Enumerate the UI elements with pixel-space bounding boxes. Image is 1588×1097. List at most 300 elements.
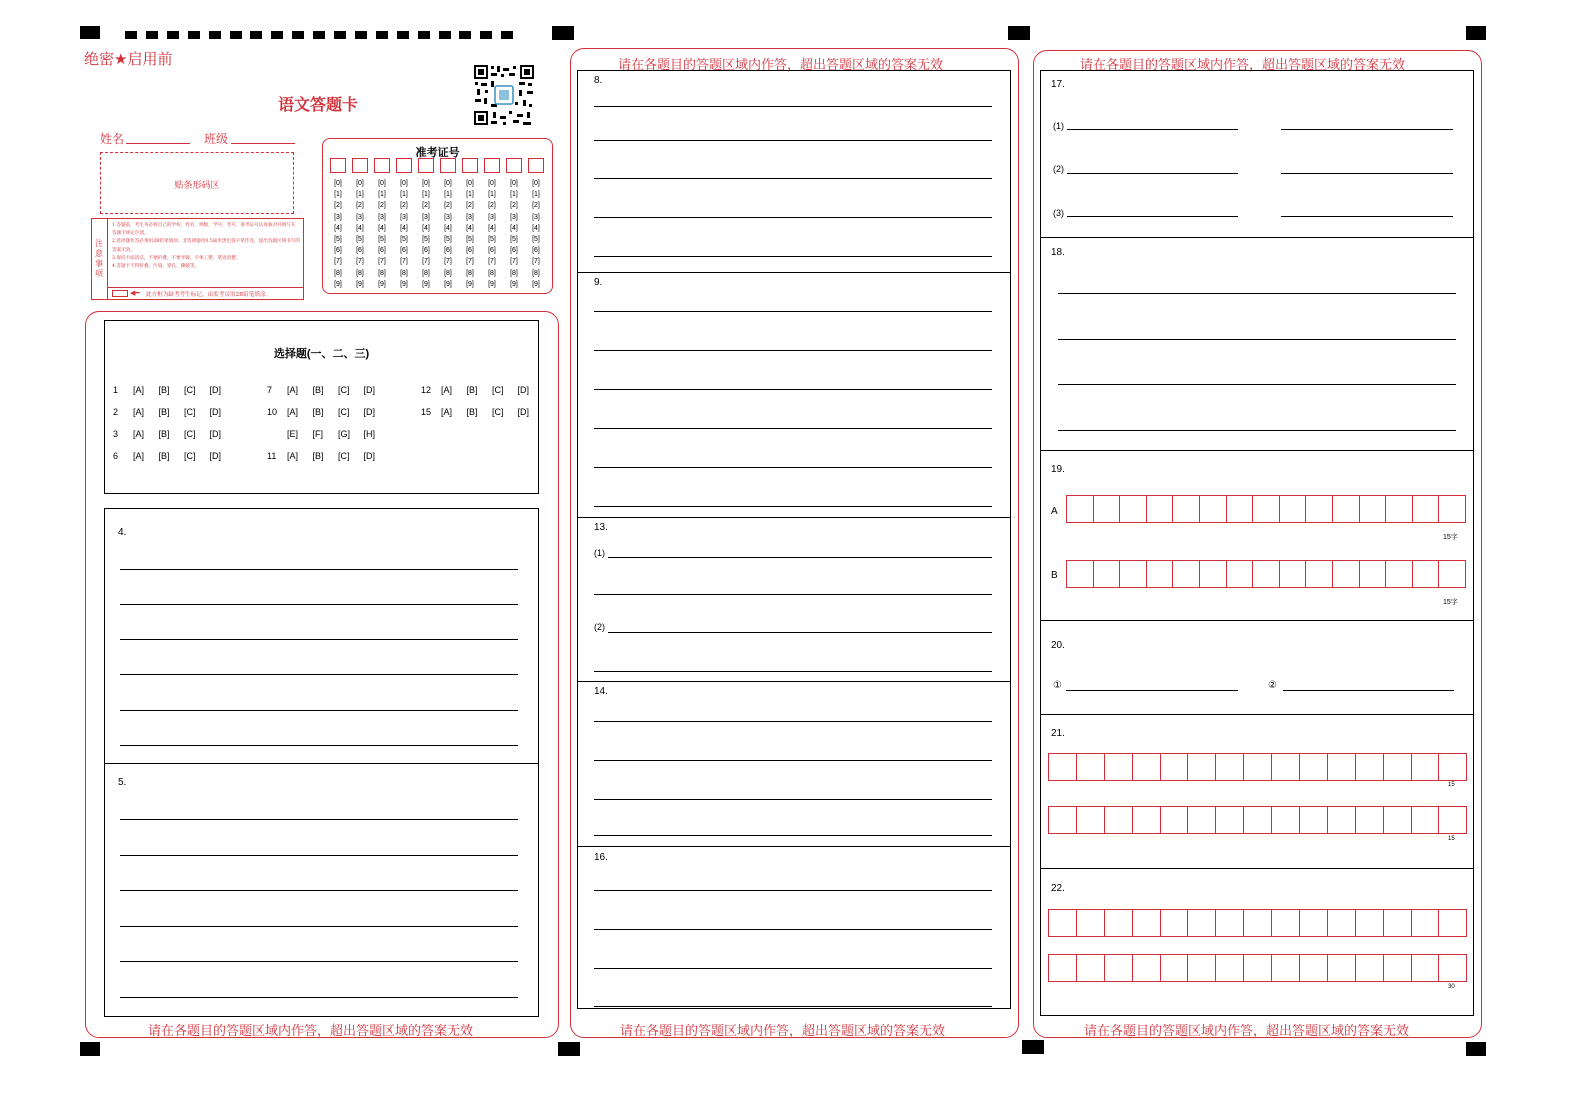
character-cell[interactable] <box>1094 495 1121 523</box>
choice-option-bubble[interactable]: [C] <box>184 407 196 417</box>
answer-line[interactable] <box>594 178 992 179</box>
choice-option-bubble[interactable]: [C] <box>184 429 196 439</box>
character-cell[interactable] <box>1412 909 1440 937</box>
digit-bubble[interactable]: [1] <box>356 191 364 199</box>
choice-option-bubble[interactable]: [D] <box>209 385 222 395</box>
character-cell[interactable] <box>1356 753 1384 781</box>
character-cell[interactable] <box>1384 954 1412 982</box>
digit-bubble[interactable]: [4] <box>532 224 540 232</box>
character-cell[interactable] <box>1360 495 1387 523</box>
character-cell[interactable] <box>1049 909 1077 937</box>
exam-id-digit-box[interactable] <box>330 158 346 173</box>
digit-bubble[interactable]: [8] <box>444 269 452 277</box>
digit-bubble[interactable]: [0] <box>422 180 430 187</box>
digit-bubble[interactable]: [4] <box>510 224 518 232</box>
digit-bubble[interactable]: [9] <box>466 280 474 288</box>
character-cell[interactable] <box>1439 495 1466 523</box>
answer-line[interactable] <box>608 557 992 558</box>
exam-id-digit-box[interactable] <box>506 158 522 173</box>
character-cell[interactable] <box>1439 806 1467 834</box>
character-cell[interactable] <box>1049 954 1077 982</box>
choice-option-bubble[interactable]: [B] <box>312 407 324 417</box>
character-cell[interactable] <box>1384 806 1412 834</box>
character-cell[interactable] <box>1333 495 1360 523</box>
choice-option-bubble[interactable]: [D] <box>517 385 530 395</box>
character-cell[interactable] <box>1133 753 1161 781</box>
digit-bubble[interactable]: [0] <box>400 180 408 187</box>
answer-line[interactable] <box>120 855 518 856</box>
digit-bubble[interactable]: [6] <box>444 247 452 255</box>
digit-bubble[interactable]: [8] <box>422 269 430 277</box>
character-cell[interactable] <box>1272 954 1300 982</box>
answer-line[interactable] <box>594 929 992 930</box>
character-cell[interactable] <box>1253 560 1280 588</box>
digit-bubble[interactable]: [2] <box>356 202 364 210</box>
choice-option-bubble[interactable]: [C] <box>338 385 350 395</box>
digit-bubble[interactable]: [6] <box>422 247 430 255</box>
character-cell[interactable] <box>1077 806 1105 834</box>
digit-bubble[interactable]: [5] <box>400 236 408 244</box>
digit-bubble[interactable]: [8] <box>488 269 496 277</box>
character-cell[interactable] <box>1244 806 1272 834</box>
choice-option-bubble[interactable]: [A] <box>287 385 299 395</box>
character-cell[interactable] <box>1356 806 1384 834</box>
character-cell[interactable] <box>1105 909 1133 937</box>
character-cell[interactable] <box>1077 753 1105 781</box>
answer-line[interactable] <box>594 721 992 722</box>
character-cell[interactable] <box>1306 560 1333 588</box>
character-cell[interactable] <box>1244 909 1272 937</box>
choice-option-bubble[interactable]: [D] <box>209 429 222 439</box>
choice-option-bubble[interactable]: [C] <box>338 407 350 417</box>
digit-bubble[interactable]: [0] <box>444 180 452 187</box>
digit-bubble[interactable]: [5] <box>444 236 452 244</box>
exam-id-digit-box[interactable] <box>440 158 456 173</box>
character-cell[interactable] <box>1105 753 1133 781</box>
exam-id-digit-box[interactable] <box>462 158 478 173</box>
character-cell[interactable] <box>1333 560 1360 588</box>
digit-bubble[interactable]: [4] <box>356 224 364 232</box>
digit-bubble[interactable]: [9] <box>510 280 518 288</box>
digit-bubble[interactable]: [9] <box>422 280 430 288</box>
answer-line[interactable] <box>594 389 992 390</box>
answer-line[interactable] <box>594 350 992 351</box>
digit-bubble[interactable]: [8] <box>400 269 408 277</box>
answer-line[interactable] <box>120 710 518 711</box>
exam-id-digit-box[interactable] <box>396 158 412 173</box>
character-cell[interactable] <box>1227 560 1254 588</box>
digit-bubble[interactable]: [3] <box>378 213 386 221</box>
choice-option-bubble[interactable]: [B] <box>158 451 170 461</box>
character-cell[interactable] <box>1412 753 1440 781</box>
exam-id-digit-column[interactable] <box>438 178 458 290</box>
digit-bubble[interactable]: [9] <box>334 280 342 288</box>
digit-bubble[interactable]: [0] <box>488 180 496 187</box>
digit-bubble[interactable]: [2] <box>400 202 408 210</box>
character-cell[interactable] <box>1300 909 1328 937</box>
digit-bubble[interactable]: [5] <box>466 236 474 244</box>
choice-option-bubble[interactable]: [D] <box>363 451 376 461</box>
digit-bubble[interactable]: [4] <box>422 224 430 232</box>
digit-bubble[interactable]: [0] <box>532 180 540 187</box>
digit-bubble[interactable]: [5] <box>422 236 430 244</box>
digit-bubble[interactable]: [3] <box>422 213 430 221</box>
character-grid-row[interactable] <box>1048 909 1467 937</box>
answer-line[interactable] <box>120 926 518 927</box>
character-cell[interactable] <box>1161 954 1189 982</box>
character-cell[interactable] <box>1384 753 1412 781</box>
answer-line[interactable] <box>594 256 992 257</box>
answer-line[interactable] <box>594 890 992 891</box>
choice-option-bubble[interactable]: [D] <box>363 385 376 395</box>
answer-line[interactable] <box>1058 430 1456 431</box>
choice-option-bubble[interactable]: [A] <box>441 385 453 395</box>
choice-option-bubble[interactable]: [D] <box>363 407 376 417</box>
choice-option-bubble[interactable]: [C] <box>492 385 504 395</box>
exam-id-digit-column[interactable] <box>372 178 392 290</box>
digit-bubble[interactable]: [0] <box>510 180 518 187</box>
character-cell[interactable] <box>1413 560 1440 588</box>
exam-id-digit-column[interactable] <box>394 178 414 290</box>
digit-bubble[interactable]: [7] <box>356 258 364 266</box>
choice-option-bubble[interactable]: [C] <box>184 385 196 395</box>
character-cell[interactable] <box>1200 495 1227 523</box>
choice-option-bubble[interactable]: [C] <box>184 451 196 461</box>
character-grid-row[interactable] <box>1066 560 1466 588</box>
answer-line[interactable] <box>120 604 518 605</box>
exam-id-digit-column[interactable] <box>460 178 480 290</box>
character-cell[interactable] <box>1133 806 1161 834</box>
answer-line[interactable] <box>1066 690 1238 691</box>
character-cell[interactable] <box>1216 806 1244 834</box>
character-cell[interactable] <box>1272 806 1300 834</box>
character-cell[interactable] <box>1120 560 1147 588</box>
answer-line[interactable] <box>594 760 992 761</box>
answer-line[interactable] <box>594 968 992 969</box>
answer-line[interactable] <box>594 428 992 429</box>
character-cell[interactable] <box>1272 753 1300 781</box>
character-cell[interactable] <box>1300 806 1328 834</box>
character-cell[interactable] <box>1412 954 1440 982</box>
exam-id-digit-box[interactable] <box>352 158 368 173</box>
character-cell[interactable] <box>1188 909 1216 937</box>
exam-id-digit-box[interactable] <box>528 158 544 173</box>
digit-bubble[interactable]: [7] <box>334 258 342 266</box>
digit-bubble[interactable]: [7] <box>466 258 474 266</box>
character-cell[interactable] <box>1077 909 1105 937</box>
digit-bubble[interactable]: [9] <box>532 280 540 288</box>
character-cell[interactable] <box>1049 806 1077 834</box>
character-grid-row[interactable] <box>1048 806 1467 834</box>
choice-option-bubble[interactable]: [B] <box>466 385 478 395</box>
digit-bubble[interactable]: [1] <box>378 191 386 199</box>
exam-id-digit-box[interactable] <box>374 158 390 173</box>
digit-bubble[interactable]: [7] <box>510 258 518 266</box>
digit-bubble[interactable]: [0] <box>334 180 342 187</box>
character-cell[interactable] <box>1439 954 1467 982</box>
digit-bubble[interactable]: [5] <box>378 236 386 244</box>
digit-bubble[interactable]: [2] <box>444 202 452 210</box>
character-cell[interactable] <box>1356 954 1384 982</box>
choice-option-bubble[interactable]: [A] <box>133 429 145 439</box>
character-cell[interactable] <box>1173 560 1200 588</box>
choice-option-bubble[interactable]: [D] <box>517 407 530 417</box>
digit-bubble[interactable]: [7] <box>488 258 496 266</box>
choice-option-bubble[interactable]: [F] <box>312 429 323 439</box>
choice-option-bubble[interactable]: [B] <box>158 407 170 417</box>
character-cell[interactable] <box>1173 495 1200 523</box>
exam-id-digit-column[interactable] <box>526 178 546 290</box>
character-cell[interactable] <box>1077 954 1105 982</box>
digit-bubble[interactable]: [3] <box>532 213 540 221</box>
answer-line[interactable] <box>120 961 518 962</box>
digit-bubble[interactable]: [8] <box>466 269 474 277</box>
character-cell[interactable] <box>1244 753 1272 781</box>
character-cell[interactable] <box>1280 560 1307 588</box>
answer-line[interactable] <box>1067 173 1238 174</box>
choice-option-bubble[interactable]: [A] <box>133 407 145 417</box>
character-grid-row[interactable] <box>1048 954 1467 982</box>
digit-bubble[interactable]: [5] <box>510 236 518 244</box>
digit-bubble[interactable]: [6] <box>334 247 342 255</box>
answer-line[interactable] <box>1283 690 1454 691</box>
answer-line[interactable] <box>120 674 518 675</box>
digit-bubble[interactable]: [8] <box>532 269 540 277</box>
name-field[interactable] <box>126 143 190 144</box>
digit-bubble[interactable]: [3] <box>400 213 408 221</box>
digit-bubble[interactable]: [1] <box>334 191 342 199</box>
digit-bubble[interactable]: [9] <box>356 280 364 288</box>
digit-bubble[interactable]: [7] <box>532 258 540 266</box>
character-cell[interactable] <box>1120 495 1147 523</box>
digit-bubble[interactable]: [7] <box>422 258 430 266</box>
digit-bubble[interactable]: [2] <box>532 202 540 210</box>
choice-option-bubble[interactable]: [C] <box>338 451 350 461</box>
character-cell[interactable] <box>1216 954 1244 982</box>
character-cell[interactable] <box>1216 909 1244 937</box>
answer-line[interactable] <box>594 1006 992 1007</box>
digit-bubble[interactable]: [6] <box>532 247 540 255</box>
answer-line[interactable] <box>120 997 518 998</box>
digit-bubble[interactable]: [8] <box>334 269 342 277</box>
digit-bubble[interactable]: [4] <box>466 224 474 232</box>
character-cell[interactable] <box>1067 560 1094 588</box>
digit-bubble[interactable]: [4] <box>444 224 452 232</box>
digit-bubble[interactable]: [0] <box>378 180 386 187</box>
choice-option-bubble[interactable]: [A] <box>133 451 145 461</box>
digit-bubble[interactable]: [1] <box>466 191 474 199</box>
character-cell[interactable] <box>1328 909 1356 937</box>
choice-option-bubble[interactable]: [B] <box>466 407 478 417</box>
digit-bubble[interactable]: [5] <box>488 236 496 244</box>
choice-option-bubble[interactable]: [A] <box>287 407 299 417</box>
exam-id-digit-column[interactable] <box>482 178 502 290</box>
choice-option-bubble[interactable]: [B] <box>158 429 170 439</box>
choice-option-bubble[interactable]: [E] <box>287 429 299 439</box>
character-cell[interactable] <box>1300 753 1328 781</box>
choice-option-bubble[interactable]: [H] <box>363 429 376 439</box>
answer-line[interactable] <box>120 819 518 820</box>
answer-line[interactable] <box>594 671 992 672</box>
character-cell[interactable] <box>1094 560 1121 588</box>
digit-bubble[interactable]: [1] <box>400 191 408 199</box>
character-cell[interactable] <box>1360 560 1387 588</box>
character-cell[interactable] <box>1306 495 1333 523</box>
character-cell[interactable] <box>1413 495 1440 523</box>
answer-line[interactable] <box>120 569 518 570</box>
digit-bubble[interactable]: [7] <box>400 258 408 266</box>
character-cell[interactable] <box>1439 753 1467 781</box>
digit-bubble[interactable]: [3] <box>334 213 342 221</box>
character-cell[interactable] <box>1147 560 1174 588</box>
character-cell[interactable] <box>1188 806 1216 834</box>
digit-bubble[interactable]: [2] <box>378 202 386 210</box>
choice-option-bubble[interactable]: [A] <box>287 451 299 461</box>
answer-line[interactable] <box>120 890 518 891</box>
digit-bubble[interactable]: [2] <box>422 202 430 210</box>
answer-line[interactable] <box>594 506 992 507</box>
character-cell[interactable] <box>1253 495 1280 523</box>
character-cell[interactable] <box>1105 954 1133 982</box>
character-cell[interactable] <box>1386 560 1413 588</box>
digit-bubble[interactable]: [4] <box>334 224 342 232</box>
answer-line[interactable] <box>594 140 992 141</box>
digit-bubble[interactable]: [8] <box>510 269 518 277</box>
character-cell[interactable] <box>1188 753 1216 781</box>
digit-bubble[interactable]: [6] <box>510 247 518 255</box>
character-cell[interactable] <box>1244 954 1272 982</box>
digit-bubble[interactable]: [9] <box>488 280 496 288</box>
digit-bubble[interactable]: [8] <box>378 269 386 277</box>
character-cell[interactable] <box>1328 954 1356 982</box>
digit-bubble[interactable]: [9] <box>378 280 386 288</box>
answer-line[interactable] <box>120 639 518 640</box>
character-cell[interactable] <box>1067 495 1094 523</box>
digit-bubble[interactable]: [4] <box>378 224 386 232</box>
choice-option-bubble[interactable]: [D] <box>209 451 222 461</box>
digit-bubble[interactable]: [1] <box>444 191 452 199</box>
digit-bubble[interactable]: [6] <box>488 247 496 255</box>
character-cell[interactable] <box>1161 753 1189 781</box>
digit-bubble[interactable]: [0] <box>466 180 474 187</box>
digit-bubble[interactable]: [7] <box>444 258 452 266</box>
digit-bubble[interactable]: [3] <box>488 213 496 221</box>
exam-id-digit-column[interactable] <box>504 178 524 290</box>
digit-bubble[interactable]: [5] <box>532 236 540 244</box>
answer-line[interactable] <box>594 594 992 595</box>
class-field[interactable] <box>231 143 295 144</box>
character-cell[interactable] <box>1439 560 1466 588</box>
choice-option-bubble[interactable]: [C] <box>492 407 504 417</box>
character-cell[interactable] <box>1280 495 1307 523</box>
digit-bubble[interactable]: [2] <box>510 202 518 210</box>
answer-line[interactable] <box>594 106 992 107</box>
digit-bubble[interactable]: [4] <box>400 224 408 232</box>
character-cell[interactable] <box>1049 753 1077 781</box>
character-cell[interactable] <box>1161 806 1189 834</box>
answer-line[interactable] <box>594 835 992 836</box>
answer-line[interactable] <box>1281 216 1453 217</box>
character-cell[interactable] <box>1227 495 1254 523</box>
choice-option-bubble[interactable]: [B] <box>158 385 170 395</box>
digit-bubble[interactable]: [9] <box>400 280 408 288</box>
answer-line[interactable] <box>1058 293 1456 294</box>
exam-id-digit-column[interactable] <box>416 178 436 290</box>
digit-bubble[interactable]: [1] <box>422 191 430 199</box>
digit-bubble[interactable]: [1] <box>532 191 540 199</box>
answer-line[interactable] <box>1067 216 1238 217</box>
answer-line[interactable] <box>1058 339 1456 340</box>
absent-mark-box[interactable] <box>112 290 128 297</box>
answer-line[interactable] <box>1281 129 1453 130</box>
character-cell[interactable] <box>1200 560 1227 588</box>
character-cell[interactable] <box>1300 954 1328 982</box>
answer-line[interactable] <box>120 745 518 746</box>
exam-id-digit-column[interactable] <box>350 178 370 290</box>
digit-bubble[interactable]: [1] <box>488 191 496 199</box>
answer-line[interactable] <box>1058 384 1456 385</box>
exam-id-digit-box[interactable] <box>484 158 500 173</box>
character-cell[interactable] <box>1105 806 1133 834</box>
character-cell[interactable] <box>1133 909 1161 937</box>
character-cell[interactable] <box>1386 495 1413 523</box>
character-cell[interactable] <box>1328 806 1356 834</box>
choice-option-bubble[interactable]: [A] <box>133 385 145 395</box>
digit-bubble[interactable]: [5] <box>334 236 342 244</box>
digit-bubble[interactable]: [3] <box>444 213 452 221</box>
digit-bubble[interactable]: [0] <box>356 180 364 187</box>
answer-line[interactable] <box>594 799 992 800</box>
choice-option-bubble[interactable]: [D] <box>209 407 222 417</box>
answer-line[interactable] <box>594 217 992 218</box>
character-cell[interactable] <box>1133 954 1161 982</box>
answer-line[interactable] <box>594 467 992 468</box>
digit-bubble[interactable]: [4] <box>488 224 496 232</box>
character-cell[interactable] <box>1384 909 1412 937</box>
character-grid-row[interactable] <box>1048 753 1467 781</box>
choice-option-bubble[interactable]: [A] <box>441 407 453 417</box>
choice-option-bubble[interactable]: [B] <box>312 385 324 395</box>
digit-bubble[interactable]: [3] <box>510 213 518 221</box>
character-cell[interactable] <box>1412 806 1440 834</box>
character-cell[interactable] <box>1216 753 1244 781</box>
digit-bubble[interactable]: [7] <box>378 258 386 266</box>
exam-id-digit-box[interactable] <box>418 158 434 173</box>
digit-bubble[interactable]: [2] <box>334 202 342 210</box>
character-cell[interactable] <box>1147 495 1174 523</box>
character-cell[interactable] <box>1356 909 1384 937</box>
answer-line[interactable] <box>1067 129 1238 130</box>
digit-bubble[interactable]: [5] <box>356 236 364 244</box>
answer-line[interactable] <box>608 632 992 633</box>
digit-bubble[interactable]: [3] <box>356 213 364 221</box>
digit-bubble[interactable]: [6] <box>378 247 386 255</box>
digit-bubble[interactable]: [2] <box>466 202 474 210</box>
character-cell[interactable] <box>1161 909 1189 937</box>
character-cell[interactable] <box>1328 753 1356 781</box>
character-grid-row[interactable] <box>1066 495 1466 523</box>
digit-bubble[interactable]: [9] <box>444 280 452 288</box>
character-cell[interactable] <box>1188 954 1216 982</box>
digit-bubble[interactable]: [6] <box>356 247 364 255</box>
digit-bubble[interactable]: [2] <box>488 202 496 210</box>
digit-bubble[interactable]: [1] <box>510 191 518 199</box>
digit-bubble[interactable]: [6] <box>466 247 474 255</box>
answer-line[interactable] <box>594 311 992 312</box>
digit-bubble[interactable]: [8] <box>356 269 364 277</box>
answer-line[interactable] <box>1281 173 1453 174</box>
digit-bubble[interactable]: [3] <box>466 213 474 221</box>
